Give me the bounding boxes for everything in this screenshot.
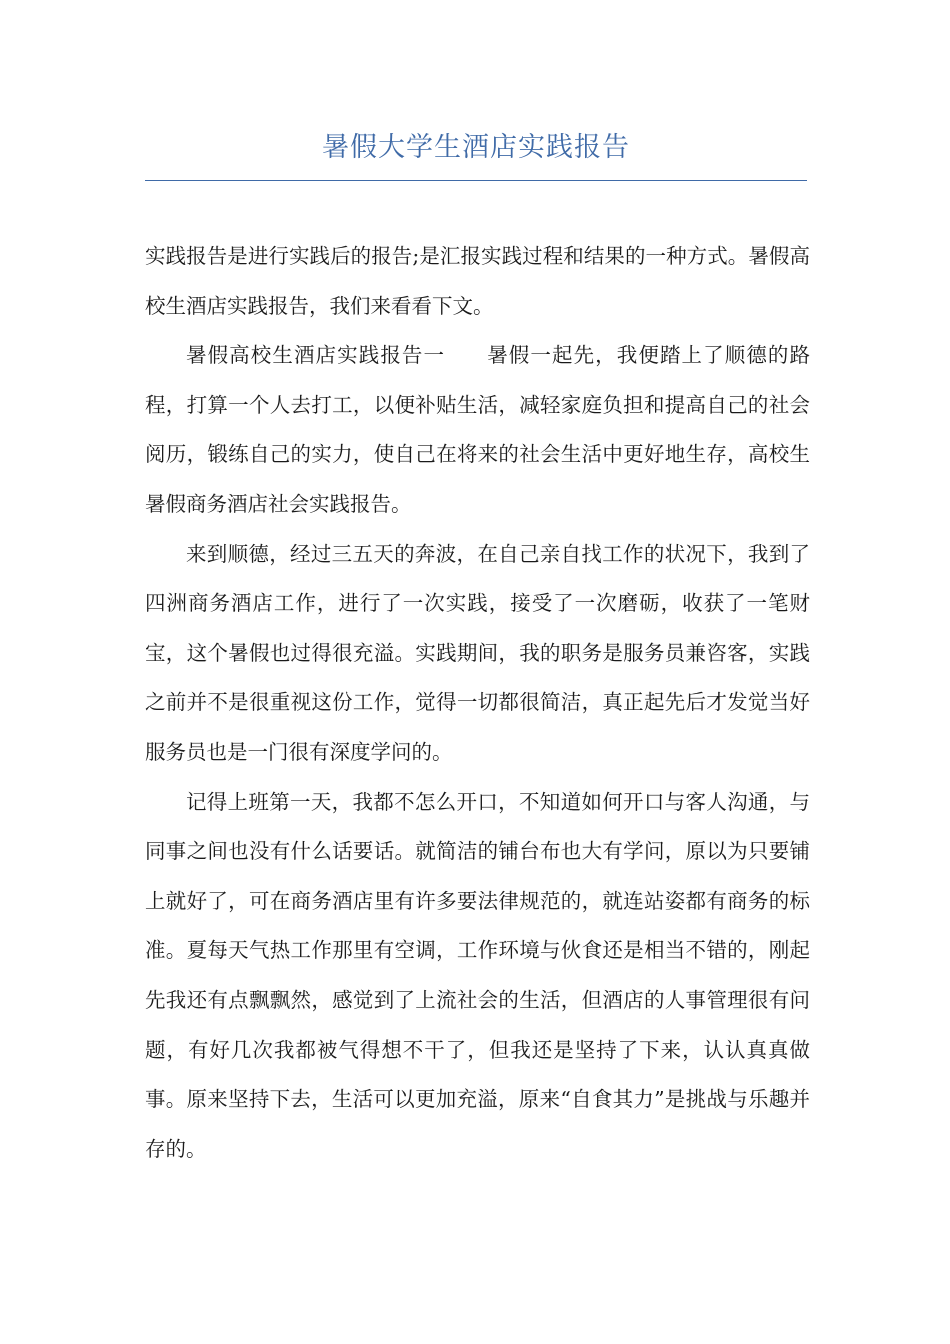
section-one-paragraph [145,331,810,529]
title-underline [145,180,807,181]
body-paragraph-3: 记得上班第一天，我都不怎么开口，不知道如何开口与客人沟通，与同事之间也没有什么话要话。就简洁的铺台布也大有学问，原以为只要铺上就好了，可在商务酒店里有许多要法律规范的，就连站姿都有商务的标准。夏每天气热工作那里有空调，工作环境与伙食还是相当不错的，刚起先我还有点飘飘然，感觉到了上流社会的生活，但酒店的人事管理很有问题，有好几次我都被气得想不干了，但我还是坚持了下来，认认真真做事。原来坚持下去，生活可以更加充溢，原来“自食其力”是挑战与乐趣并存的。 [145,789,810,1161]
document-title: 暑假大学生酒店实践报告 [322,132,630,163]
document-body [145,232,810,1174]
section-heading: 暑假高校生酒店实践报告一 [186,343,446,368]
body-paragraph-1: 暑假一起先，我便踏上了顺德的路程，打算一个人去打工，以便补贴生活，减轻家庭负担和提高自己的社会阅历，锻练自己的实力，使自己在将来的社会生活中更好地生存，高校生暑假商务酒店社会实践报告。 [145,343,811,516]
body-paragraph-2: 来到顺德，经过三五天的奔波，在自己亲自找工作的状况下，我到了四洲商务酒店工作，进行了一次实践，接受了一次磨砺，收获了一笔财宝，这个暑假也过得很充溢。实践期间，我的职务是服务员兼咨客，实践之前并不是很重视这份工作，觉得一切都很简洁，真正起先后才发觉当好服务员也是一门很有深度学问的。 [145,541,810,764]
intro-paragraph: 实践报告是进行实践后的报告;是汇报实践过程和结果的一种方式。暑假高校生酒店实践报告，我们来看看下文。 [145,244,810,318]
